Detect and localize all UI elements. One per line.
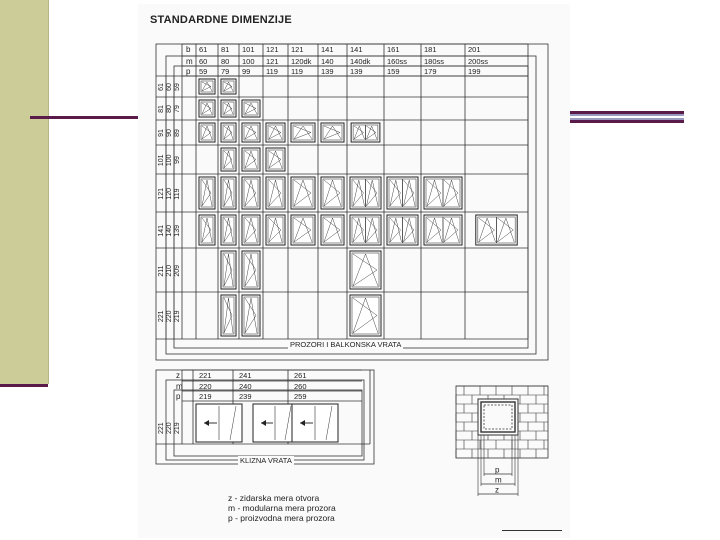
window-icon xyxy=(199,215,215,245)
windows-header-label-p: p xyxy=(186,67,191,76)
window-icon xyxy=(321,123,344,142)
sliding-col-p-value: 259 xyxy=(294,392,307,401)
window-icon xyxy=(387,177,418,209)
windows-col-m-value: 140dk xyxy=(350,57,371,66)
window-icon xyxy=(266,215,285,245)
sliding-header-label-m: m xyxy=(176,382,183,391)
window-icon xyxy=(321,215,344,245)
slide-decor-line-left xyxy=(30,116,138,119)
window-icon xyxy=(199,79,215,94)
window-icon xyxy=(291,123,315,142)
windows-col-m-value: 140 xyxy=(321,57,334,66)
windows-header-label-b: b xyxy=(186,45,191,54)
windows-col-b-value: 61 xyxy=(199,45,208,54)
window-icon xyxy=(266,177,285,209)
window-icon xyxy=(221,251,236,289)
window-icon xyxy=(424,177,462,209)
windows-col-p-value: 179 xyxy=(424,67,437,76)
window-icon xyxy=(350,177,381,209)
windows-row-height-label: 210 xyxy=(166,264,173,277)
windows-row-height-label: 221 xyxy=(158,310,165,323)
windows-row-height-label: 79 xyxy=(174,105,181,113)
windows-col-b-value: 81 xyxy=(221,45,230,54)
dimension-label-z: z xyxy=(495,485,499,495)
windows-col-p-value: 159 xyxy=(387,67,400,76)
windows-row-height-label: 61 xyxy=(158,83,165,91)
window-icon xyxy=(266,123,285,142)
windows-col-m-value: 180ss xyxy=(424,57,445,66)
sliding-col-p-value: 219 xyxy=(199,392,212,401)
window-icon xyxy=(350,251,381,289)
windows-col-b-value: 141 xyxy=(321,45,334,54)
windows-row-height-label: 80 xyxy=(166,105,173,113)
sliding-row-height-label: 220 xyxy=(166,422,173,434)
sliding-col-z-value: 261 xyxy=(294,371,307,380)
window-icon xyxy=(476,215,517,245)
window-icon xyxy=(291,177,315,209)
window-icon xyxy=(199,177,215,209)
window-icon xyxy=(242,215,260,245)
windows-col-m-value: 120dk xyxy=(291,57,312,66)
windows-col-b-value: 141 xyxy=(350,45,363,54)
window-icon xyxy=(221,123,236,142)
windows-col-p-value: 119 xyxy=(266,67,278,76)
window-icon xyxy=(242,100,260,117)
windows-col-b-value: 121 xyxy=(266,45,279,54)
dimension-label-p: p xyxy=(495,465,500,475)
window-icon xyxy=(242,123,260,142)
windows-row-height-label: 139 xyxy=(174,224,181,237)
windows-row-height-label: 209 xyxy=(174,264,181,277)
window-icon xyxy=(350,215,381,245)
window-icon xyxy=(221,177,236,209)
legend-item-m: m - modularna mera prozora xyxy=(228,503,336,513)
slide-decor-line-right xyxy=(570,111,684,123)
windows-header-label-m: m xyxy=(186,57,193,66)
sliding-col-p-value: 239 xyxy=(239,392,252,401)
window-icon xyxy=(424,215,462,245)
sliding-col-m-value: 240 xyxy=(239,382,252,391)
window-icon xyxy=(221,295,236,336)
windows-row-height-label: 59 xyxy=(174,83,181,91)
window-icon xyxy=(242,251,260,289)
legend xyxy=(228,493,336,523)
wall-opening-m xyxy=(481,402,515,432)
legend-item-p: p - proizvodna mera prozora xyxy=(228,513,335,523)
windows-row-height-label: 120 xyxy=(166,187,173,200)
windows-row-height-label: 60 xyxy=(166,83,173,91)
window-icon xyxy=(351,123,380,142)
window-icon xyxy=(221,148,236,171)
windows-col-b-value: 201 xyxy=(468,45,481,54)
sliding-header-label-p: p xyxy=(176,392,181,401)
windows-col-b-value: 121 xyxy=(291,45,304,54)
windows-row-height-label: 90 xyxy=(166,129,173,137)
window-icon xyxy=(266,148,285,171)
window-icon xyxy=(350,295,381,336)
windows-row-height-label: 211 xyxy=(158,265,165,277)
document-title: STANDARDNE DIMENZIJE xyxy=(150,14,292,26)
sliding-table-caption: KLIZNA VRATA xyxy=(240,456,292,465)
windows-col-m-value: 160ss xyxy=(387,57,408,66)
windows-dimension-table xyxy=(138,4,570,538)
windows-row-height-label: 219 xyxy=(174,310,181,323)
windows-row-height-label: 91 xyxy=(158,129,165,137)
windows-row-height-label: 141 xyxy=(158,224,165,237)
window-icon xyxy=(221,100,236,117)
dimension-label-m: m xyxy=(495,475,502,485)
sliding-col-z-value: 241 xyxy=(239,371,252,380)
signature-line xyxy=(502,530,562,531)
windows-col-p-value: 139 xyxy=(321,67,334,76)
windows-col-p-value: 199 xyxy=(468,67,481,76)
window-icon xyxy=(387,215,418,245)
windows-row-height-label: 100 xyxy=(166,154,173,167)
windows-row-height-label: 89 xyxy=(174,129,181,137)
sliding-col-m-value: 260 xyxy=(294,382,307,391)
windows-row-height-label: 140 xyxy=(166,224,173,237)
windows-col-p-value: 99 xyxy=(242,67,251,76)
windows-col-m-value: 60 xyxy=(199,57,208,66)
windows-table-caption: PROZORI I BALKONSKA VRATA xyxy=(290,340,402,349)
window-icon xyxy=(221,79,236,94)
windows-row-height-label: 121 xyxy=(158,187,165,200)
windows-col-p-value: 79 xyxy=(221,67,230,76)
windows-row-height-label: 119 xyxy=(174,188,181,200)
sliding-col-m-value: 220 xyxy=(199,382,212,391)
windows-col-p-value: 59 xyxy=(199,67,208,76)
window-icon xyxy=(291,215,315,245)
sliding-row-height-label: 219 xyxy=(174,422,181,434)
window-icon xyxy=(221,215,236,245)
slide-side-line xyxy=(0,384,48,387)
windows-row-height-label: 101 xyxy=(158,154,165,167)
slide-side-bar xyxy=(0,0,49,384)
sliding-row-height-label: 221 xyxy=(158,422,165,434)
window-icon xyxy=(199,123,215,142)
windows-col-b-value: 161 xyxy=(387,45,400,54)
legend-item-z: z - zidarska mera otvora xyxy=(228,493,320,503)
windows-col-p-value: 119 xyxy=(291,67,303,76)
windows-row-height-label: 220 xyxy=(166,310,173,323)
window-icon xyxy=(199,100,215,117)
windows-col-m-value: 121 xyxy=(266,57,279,66)
windows-row-height-label: 81 xyxy=(158,105,165,113)
windows-col-m-value: 80 xyxy=(221,57,230,66)
windows-col-m-value: 200ss xyxy=(468,57,489,66)
window-icon xyxy=(242,295,260,336)
windows-row-height-label: 99 xyxy=(174,156,181,164)
windows-col-b-value: 101 xyxy=(242,45,255,54)
sliding-col-z-value: 221 xyxy=(199,371,212,380)
window-icon xyxy=(242,148,260,171)
windows-col-b-value: 181 xyxy=(424,45,437,54)
windows-col-p-value: 139 xyxy=(350,67,363,76)
document-page xyxy=(138,4,570,538)
window-icon xyxy=(242,177,260,209)
windows-col-m-value: 100 xyxy=(242,57,255,66)
sliding-header-label-z: z xyxy=(176,371,180,380)
window-icon xyxy=(321,177,344,209)
